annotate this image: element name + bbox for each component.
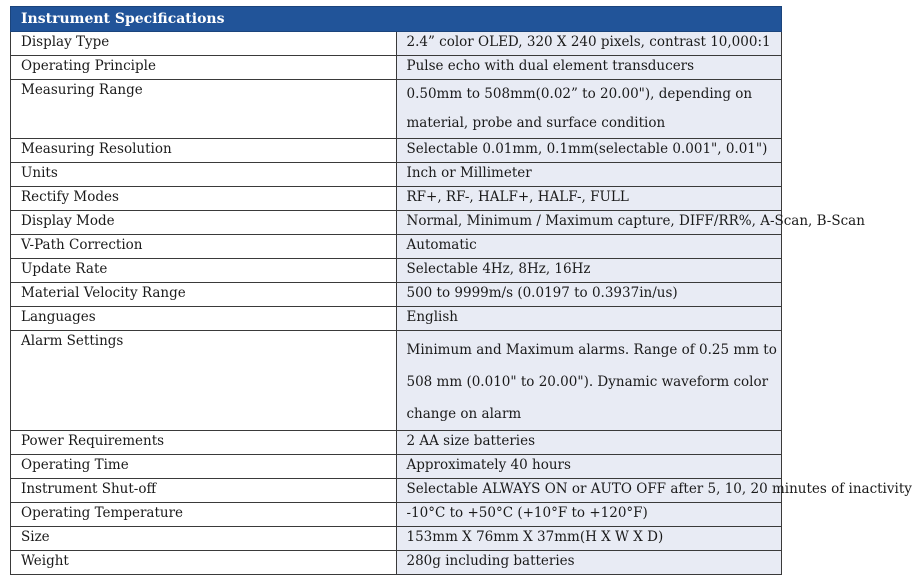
row-label: Size [11,527,397,551]
row-value: Inch or Millimeter [396,163,782,187]
table-row [11,163,782,187]
table-row [11,479,782,503]
table-row [11,187,782,211]
table-row [11,431,782,455]
table-row [11,283,782,307]
table-row [11,455,782,479]
row-value: 500 to 9999m/s (0.0197 to 0.3937in/us) [396,283,782,307]
specifications-table [10,6,912,575]
row-value: 0.50mm to 508mm(0.02” to 20.00"), depending on material, probe and surface condition [396,80,782,139]
row-value: Selectable 4Hz, 8Hz, 16Hz [396,259,782,283]
table-row [11,527,782,551]
table-row [11,259,782,283]
table-row [11,307,782,331]
row-label: Rectify Modes [11,187,397,211]
row-value: Selectable ALWAYS ON or AUTO OFF after 5, 10, 20 minutes of inactivity [396,479,782,503]
row-value: 153mm X 76mm X 37mm(H X W X D) [396,527,782,551]
table-row [11,331,782,431]
row-label: Operating Principle [11,56,397,80]
row-value: Minimum and Maximum alarms. Range of 0.25 mm to 508 mm (0.010" to 20.00"). Dynamic waveform color change on alarm [396,331,782,431]
row-label: Update Rate [11,259,397,283]
row-label: Display Type [11,32,397,56]
row-label: Instrument Shut-off [11,479,397,503]
table-body [11,32,912,575]
row-value: English [396,307,782,331]
table-row [11,503,782,527]
row-value: Pulse echo with dual element transducers [396,56,782,80]
row-label: Measuring Range [11,80,397,139]
row-value: Selectable 0.01mm, 0.1mm(selectable 0.001", 0.01") [396,139,782,163]
table-row [11,80,782,139]
row-label: Weight [11,551,397,575]
table-title: Instrument Specifications [11,7,782,32]
row-label: Display Mode [11,211,397,235]
table-header-row [11,7,782,32]
row-value: -10°C to +50°C (+10°F to +120°F) [396,503,782,527]
row-label: Operating Temperature [11,503,397,527]
table-row [11,551,782,575]
row-value: Normal, Minimum / Maximum capture, DIFF/RR%, A-Scan, B-Scan [396,211,782,235]
table-row [11,56,782,80]
table-row [11,139,782,163]
row-label: Units [11,163,397,187]
row-label: Alarm Settings [11,331,397,431]
row-value: 280g including batteries [396,551,782,575]
row-value: RF+, RF-, HALF+, HALF-, FULL [396,187,782,211]
row-label: Languages [11,307,397,331]
row-label: Operating Time [11,455,397,479]
row-value: 2.4” color OLED, 320 X 240 pixels, contrast 10,000:1 [396,32,782,56]
row-value: Approximately 40 hours [396,455,782,479]
row-label: Measuring Resolution [11,139,397,163]
table-row [11,32,782,56]
table-row [11,211,782,235]
row-value: 2 AA size batteries [396,431,782,455]
table-row [11,235,782,259]
row-label: V-Path Correction [11,235,397,259]
row-label: Material Velocity Range [11,283,397,307]
row-value: Automatic [396,235,782,259]
row-label: Power Requirements [11,431,397,455]
